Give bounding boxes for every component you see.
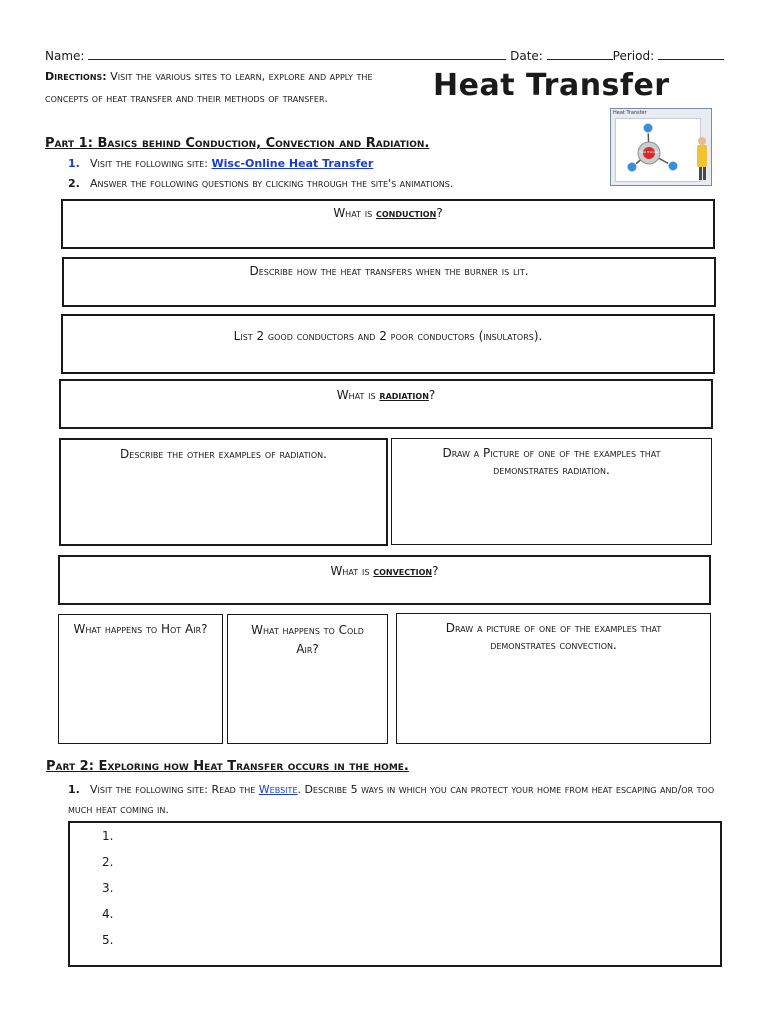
date-blank[interactable]: [547, 47, 613, 60]
radiation-drawing-box[interactable]: [391, 438, 712, 545]
directions-text: Visit the various sites to learn, explore and apply the concepts of heat transfer and their methods of transfer.: [45, 70, 373, 105]
part2-heading: Part 2: Exploring how Heat Transfer occurs in the home.: [46, 759, 409, 774]
part1-step-1: [68, 157, 373, 170]
radiation-term: radiation: [379, 388, 429, 402]
directions: [45, 66, 385, 110]
radiation-drawing-prompt: Draw a Picture of one of the examples that demonstrates radiation.: [442, 446, 661, 477]
conductors-question: List 2 good conductors and 2 poor conductors (insulators).: [233, 329, 543, 343]
radiation-examples-question: Describe the other examples of radiation.: [120, 447, 327, 461]
period-blank[interactable]: [658, 47, 724, 60]
convection-answer-box[interactable]: [58, 555, 711, 605]
conduction-term: conduction: [376, 206, 437, 220]
answer-line-3[interactable]: 3.: [102, 881, 114, 895]
step-number: 1.: [68, 157, 80, 170]
burner-answer-box[interactable]: [62, 257, 716, 307]
step-text-pre: Visit the following site: Read the: [90, 783, 259, 796]
period-label: Period:: [612, 49, 655, 63]
part2-step-1: [68, 780, 728, 820]
hot-air-box[interactable]: [58, 614, 223, 744]
date-label: Date:: [510, 49, 543, 63]
conduction-question: What is conduction?: [333, 206, 443, 220]
part1-heading: Part 1: Basics behind Conduction, Convection and Radiation.: [45, 136, 430, 151]
directions-label: Directions:: [45, 70, 107, 83]
radiation-answer-box[interactable]: [59, 379, 713, 429]
convection-term: convection: [373, 564, 433, 578]
thumbnail-title: Heat Transfer: [613, 110, 647, 116]
answer-line-5[interactable]: 5.: [102, 933, 114, 947]
radiation-question: What is radiation?: [336, 388, 436, 402]
answer-line-1[interactable]: 1.: [102, 829, 114, 843]
part1-step-2: [68, 177, 453, 190]
convection-question: What is convection?: [330, 564, 439, 578]
conduction-answer-box[interactable]: [61, 199, 715, 249]
convection-drawing-prompt: Draw a picture of one of the examples that demonstrates convection.: [445, 621, 662, 652]
hot-air-question: What happens to Hot Air?: [73, 622, 208, 636]
name-blank[interactable]: [88, 47, 506, 60]
website-link[interactable]: Website: [258, 783, 298, 796]
wisc-online-link[interactable]: Wisc-Online Heat Transfer: [211, 157, 374, 170]
thumbnail-diagram: [611, 109, 712, 186]
heat-transfer-thumbnail: [610, 108, 712, 186]
thumbnail-center-label: Heat Transfer: [638, 150, 660, 154]
step-number: 2.: [68, 177, 80, 190]
cold-air-box[interactable]: [227, 614, 388, 744]
burner-question: Describe how the heat transfers when the burner is lit.: [249, 264, 529, 278]
answer-line-2[interactable]: 2.: [102, 855, 114, 869]
step-number: 1.: [68, 783, 80, 796]
cold-air-question: What happens to Cold Air?: [251, 623, 364, 656]
step-text-post: . Describe 5 ways in which you can protect your home from heat escaping and/or too much heat coming in.: [68, 783, 715, 816]
answer-line-4[interactable]: 4.: [102, 907, 114, 921]
name-label: Name:: [45, 49, 85, 63]
convection-drawing-box[interactable]: [396, 613, 711, 744]
name-row: [45, 47, 725, 65]
home-answers-box[interactable]: [68, 821, 722, 967]
radiation-examples-box[interactable]: [59, 438, 388, 546]
conductors-answer-box[interactable]: [61, 314, 715, 374]
step-text: Answer the following questions by clicking through the site's animations.: [90, 177, 454, 190]
page-title: Heat Transfer: [433, 68, 670, 103]
step-text: Visit the following site:: [90, 157, 212, 170]
